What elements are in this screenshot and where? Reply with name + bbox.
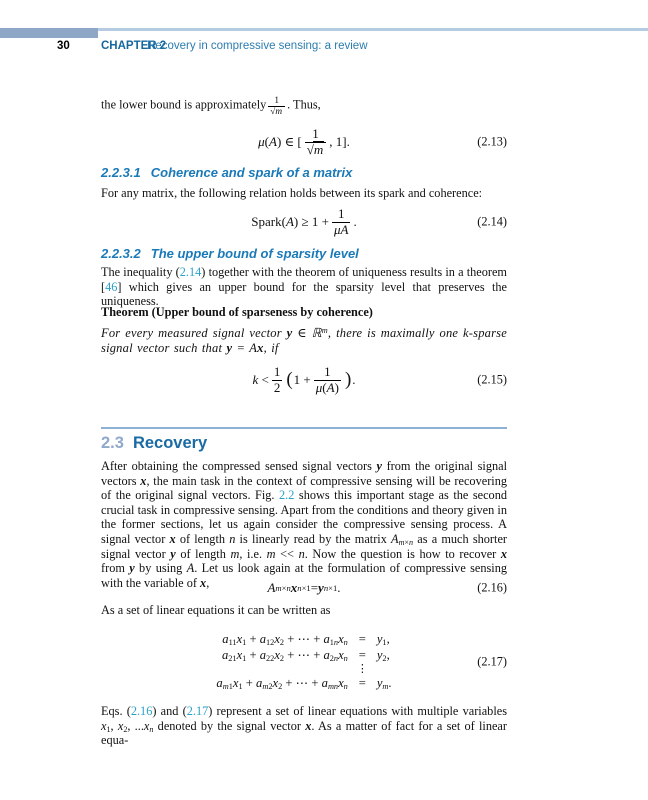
close-paren: ) bbox=[344, 369, 352, 390]
text-run: = bbox=[232, 341, 250, 355]
text-run: A bbox=[391, 531, 399, 546]
ref-link[interactable]: 2.17 bbox=[186, 704, 209, 718]
text-run: , bbox=[110, 718, 118, 733]
equation-2-16 bbox=[101, 577, 507, 599]
equation-rhs bbox=[353, 214, 356, 230]
fraction bbox=[332, 207, 350, 237]
text-run: 21 bbox=[228, 653, 237, 663]
text-run: k bbox=[252, 372, 259, 387]
text-run: , 1]. bbox=[329, 134, 350, 149]
equals-sign: = bbox=[358, 632, 366, 647]
fraction-denominator bbox=[272, 381, 283, 396]
text-run: m bbox=[262, 682, 269, 692]
subsection-number: 2.2.3.1 bbox=[101, 165, 141, 180]
ref-link[interactable]: 2.14 bbox=[179, 265, 202, 279]
equals-sign: = bbox=[358, 676, 366, 691]
text-run: 2 bbox=[329, 653, 334, 663]
text-run: 2 bbox=[123, 724, 128, 734]
text-run: 1 + bbox=[293, 372, 311, 387]
text-run: μ bbox=[258, 134, 265, 149]
equation-lhs bbox=[251, 214, 329, 230]
text-run: x bbox=[143, 718, 150, 733]
text-run: -sparse signal vector such that bbox=[101, 326, 507, 355]
text-run: μ bbox=[315, 379, 323, 395]
paragraph-recovery bbox=[101, 459, 507, 590]
text-run: x bbox=[274, 632, 280, 647]
fraction-numerator: 1 bbox=[332, 207, 350, 223]
text-run: . bbox=[337, 580, 341, 595]
subsection-heading-2-2-3-1 bbox=[101, 165, 352, 180]
text-run: x bbox=[338, 676, 344, 691]
text-run: 2 bbox=[382, 653, 387, 663]
text-run: , bbox=[206, 575, 210, 590]
text-run: ( bbox=[264, 134, 269, 149]
text-run: μA bbox=[333, 221, 349, 237]
theorem-heading: Theorem (Upper bound of sparseness by coherence) bbox=[101, 305, 373, 319]
text-run: m bbox=[230, 546, 240, 561]
text-run: x bbox=[140, 473, 147, 488]
text-run: + bbox=[246, 632, 260, 647]
chapter-title: Recovery in compressive sensing: a review bbox=[147, 40, 368, 52]
text-run: a bbox=[256, 676, 263, 691]
text-run: x bbox=[236, 632, 243, 647]
equation-number: (2.16) bbox=[477, 580, 507, 595]
text-run: ( bbox=[322, 379, 327, 395]
equation-row-1 bbox=[216, 632, 391, 648]
text-run: The inequality ( bbox=[101, 265, 180, 279]
equation-rhs bbox=[329, 134, 350, 150]
fraction-numerator: 1 bbox=[268, 96, 285, 107]
text-run: . bbox=[352, 372, 356, 387]
text-run: a bbox=[323, 632, 330, 647]
text-run: x bbox=[338, 632, 344, 647]
text-run: a bbox=[323, 647, 330, 662]
text-run: x bbox=[274, 647, 280, 662]
fraction-numerator: 1 bbox=[305, 127, 327, 143]
equation-number: (2.15) bbox=[477, 372, 507, 387]
text-run: y bbox=[286, 326, 293, 340]
text-run: , i.e. bbox=[239, 546, 267, 561]
equation-2-14 bbox=[101, 204, 507, 240]
text-run: m bbox=[266, 546, 276, 561]
text-run: a bbox=[321, 676, 328, 691]
text-run: + ⋯ + bbox=[282, 676, 322, 691]
text-run: 12 bbox=[266, 638, 275, 648]
text-run: x bbox=[338, 647, 344, 662]
header-band bbox=[0, 28, 98, 38]
equation-body bbox=[252, 365, 355, 395]
text-run: . bbox=[388, 676, 392, 691]
section-title: Recovery bbox=[132, 434, 208, 452]
text-run: 2 bbox=[279, 653, 285, 663]
text-run: . As a matter of fact for a set of linear equa- bbox=[101, 718, 507, 748]
fraction-denominator bbox=[314, 381, 341, 396]
text-run: 11 bbox=[228, 638, 237, 648]
equation-row-3 bbox=[216, 676, 391, 692]
text-run: + bbox=[242, 676, 257, 691]
equation-row-2 bbox=[216, 648, 391, 664]
vertical-dots: ⋮ bbox=[356, 663, 368, 676]
equation-body bbox=[251, 207, 356, 237]
text-run: x bbox=[236, 647, 243, 662]
text-run: m bbox=[321, 325, 328, 335]
text-run: n bbox=[229, 531, 236, 546]
text-run: n bbox=[149, 724, 154, 734]
text-run: y bbox=[376, 647, 383, 662]
text-run: 1 bbox=[242, 653, 247, 663]
text-run: y bbox=[376, 676, 383, 691]
text-run: . Let us look again at the formulation of compressive sensing with the variable of bbox=[101, 561, 508, 590]
subsection-title: Coherence and spark of a matrix bbox=[150, 165, 353, 180]
text-run: x bbox=[232, 676, 239, 691]
text-run: m bbox=[275, 107, 283, 118]
equation-body bbox=[258, 127, 350, 157]
text-run: n bbox=[343, 638, 348, 648]
chapter-label: CHAPTER 2 bbox=[101, 40, 167, 52]
text-run: < bbox=[258, 372, 269, 387]
fraction-denominator bbox=[305, 143, 327, 158]
equation-2-15 bbox=[101, 361, 507, 399]
text-run: n bbox=[298, 546, 305, 561]
text-run: For every measured signal vector bbox=[101, 326, 287, 340]
text-run: n bbox=[343, 653, 348, 663]
equals-sign: = bbox=[358, 647, 366, 662]
text-run: a bbox=[216, 676, 223, 691]
text-run: a bbox=[222, 632, 229, 647]
text-run: , there is maximally one bbox=[327, 326, 464, 340]
text-run: as a much shorter signal vector bbox=[101, 531, 507, 561]
equation-2-17 bbox=[101, 627, 507, 697]
text-run: Eqs. ( bbox=[101, 704, 131, 718]
text-run: A bbox=[249, 341, 258, 355]
equation-rhs bbox=[352, 372, 355, 388]
fraction-denominator bbox=[268, 107, 285, 117]
fraction-coherence bbox=[314, 365, 341, 395]
equation-number: (2.14) bbox=[477, 214, 507, 229]
equation-system bbox=[216, 632, 391, 692]
section-heading-2-3 bbox=[101, 434, 207, 453]
text-run: 22 bbox=[266, 653, 275, 663]
text-run: from the original signal vectors bbox=[101, 459, 507, 488]
fraction bbox=[305, 127, 327, 157]
text-run: shows this important stage as the second crucial task in compressive sensing. Apart from the conditions and theory given in the former sections, let us again consider the compressive sensing process. A signal vector bbox=[101, 488, 507, 546]
equation-number: (2.17) bbox=[477, 654, 507, 669]
text-run: 2 bbox=[268, 682, 273, 692]
text-run: x bbox=[272, 676, 279, 691]
text-run: n bbox=[409, 537, 414, 547]
text-run: y bbox=[376, 459, 382, 473]
fraction-half bbox=[272, 365, 283, 395]
text-run: A bbox=[267, 580, 276, 595]
fraction-numerator: 1 bbox=[314, 365, 341, 381]
paragraph-spark: For any matrix, the following relation holds between its spark and coherence: bbox=[101, 186, 483, 200]
text-run: x bbox=[117, 718, 124, 733]
text-run: m bbox=[222, 682, 229, 692]
subsection-number: 2.2.3.2 bbox=[101, 246, 141, 261]
text-run: 2 bbox=[279, 638, 285, 648]
text-run: 1 bbox=[329, 638, 334, 648]
text-run: , the main task in the context of compressive sensing will be recovering of the original signal vectors. Fig. bbox=[101, 473, 507, 503]
text-run: ) together with the theorem of uniqueness results in a theorem [ bbox=[101, 265, 507, 294]
text-run: ) bbox=[334, 379, 339, 395]
equation-lhs bbox=[252, 372, 268, 388]
text-run: x bbox=[305, 718, 312, 733]
inline-fraction bbox=[268, 96, 285, 118]
text-run: m bbox=[398, 537, 405, 547]
equation-mid bbox=[294, 372, 311, 388]
text-run: 1 bbox=[238, 682, 243, 692]
text-run: of length bbox=[175, 531, 230, 546]
open-paren: ( bbox=[286, 369, 293, 390]
paragraph-final bbox=[101, 704, 507, 748]
text-run: A bbox=[186, 561, 195, 576]
text-run: a bbox=[259, 632, 267, 647]
text-run: x bbox=[101, 718, 107, 733]
text-run: A bbox=[326, 379, 335, 395]
intro-text-post: . Thus, bbox=[287, 97, 321, 112]
text-run: , bbox=[386, 647, 390, 662]
text-run: y bbox=[318, 580, 324, 595]
text-run: ) ≥ 1 + bbox=[293, 214, 329, 229]
text-run: m bbox=[382, 682, 389, 692]
paragraph-inequality bbox=[101, 265, 507, 309]
equation-dots-row bbox=[216, 663, 391, 676]
text-run: denoted by the signal vector bbox=[153, 718, 306, 733]
text-run: n bbox=[333, 638, 339, 648]
text-run: = bbox=[310, 580, 319, 595]
text-run: 1 bbox=[382, 638, 387, 648]
text-run: is linearly read by the matrix bbox=[235, 531, 392, 546]
equation-2-13 bbox=[101, 124, 507, 160]
text-run: + bbox=[246, 647, 260, 662]
text-run: x bbox=[290, 580, 298, 595]
text-run: a bbox=[221, 647, 229, 662]
text-run: . Now the question is how to recover bbox=[304, 546, 501, 561]
text-run: a bbox=[259, 647, 267, 662]
text-run: , ... bbox=[127, 718, 144, 733]
text-run: + ⋯ + bbox=[284, 647, 324, 662]
text-run: A bbox=[269, 134, 277, 149]
text-run: 2 bbox=[278, 682, 283, 692]
text-run: n bbox=[333, 653, 339, 663]
ref-link[interactable]: 46 bbox=[105, 279, 118, 294]
text-run: , if bbox=[263, 341, 279, 355]
text-run: y bbox=[226, 341, 233, 355]
text-run: Spark( bbox=[251, 214, 286, 229]
equation-lhs bbox=[258, 134, 302, 150]
fraction-numerator: 1 bbox=[273, 363, 281, 379]
text-run: x bbox=[500, 546, 508, 561]
header-rule bbox=[98, 28, 648, 31]
text-run: 1 bbox=[106, 724, 111, 734]
text-run: After obtaining the compressed sensed signal vectors bbox=[101, 459, 377, 473]
section-divider bbox=[101, 427, 507, 429]
text-run: by using bbox=[134, 561, 187, 576]
text-run: ∈ ℝ bbox=[292, 326, 322, 340]
text-run: m bbox=[313, 141, 324, 157]
text-run: x bbox=[169, 531, 176, 546]
text-run: y bbox=[170, 546, 176, 561]
text-run: y bbox=[129, 561, 135, 576]
text-run: × bbox=[404, 537, 409, 547]
text-run: ) ∈ [ bbox=[276, 134, 302, 149]
text-run: of length bbox=[175, 546, 231, 561]
ref-link[interactable]: 2.16 bbox=[130, 704, 153, 718]
paragraph-aslinear: As a set of linear equations it can be written as bbox=[101, 603, 331, 617]
equation-number: (2.13) bbox=[477, 134, 507, 149]
text-run: ) represent a set of linear equations with multiple variables bbox=[208, 704, 507, 718]
text-run: , bbox=[386, 632, 390, 647]
text-run: x bbox=[257, 341, 264, 355]
text-run: mn bbox=[327, 682, 339, 692]
text-run: 1 bbox=[228, 682, 233, 692]
text-run: y bbox=[376, 632, 383, 647]
text-run: from bbox=[101, 561, 130, 576]
text-run: + ⋯ + bbox=[284, 632, 324, 647]
paragraph-intro bbox=[101, 96, 507, 118]
text-run: ) and ( bbox=[152, 704, 187, 718]
text-run: << bbox=[275, 546, 299, 561]
text-run: ] which gives an upper bound for the sparsity level that preserves the uniqueness. bbox=[101, 279, 507, 309]
equation-body: A m × n x n ×1 = y n ×1 . bbox=[267, 580, 341, 595]
text-run: k bbox=[463, 326, 469, 340]
text-run: . bbox=[353, 214, 357, 229]
text-run: 1 bbox=[242, 638, 247, 648]
theorem-body bbox=[101, 326, 507, 356]
fraction-denominator bbox=[332, 223, 350, 238]
section-number: 2.3 bbox=[101, 434, 124, 452]
text-run: x bbox=[200, 575, 207, 590]
text-run: 2 bbox=[273, 379, 281, 395]
intro-text-pre: the lower bound is approximately bbox=[101, 97, 267, 112]
text-run: A bbox=[285, 214, 294, 229]
text-run: √ bbox=[306, 141, 314, 157]
subsection-heading-2-2-3-2 bbox=[101, 246, 359, 261]
page-number: 30 bbox=[57, 40, 70, 52]
text-run: n bbox=[343, 682, 348, 692]
ref-link[interactable]: 2.2 bbox=[279, 488, 295, 503]
subsection-title: The upper bound of sparsity level bbox=[150, 246, 359, 261]
text-run: √ bbox=[270, 107, 276, 118]
